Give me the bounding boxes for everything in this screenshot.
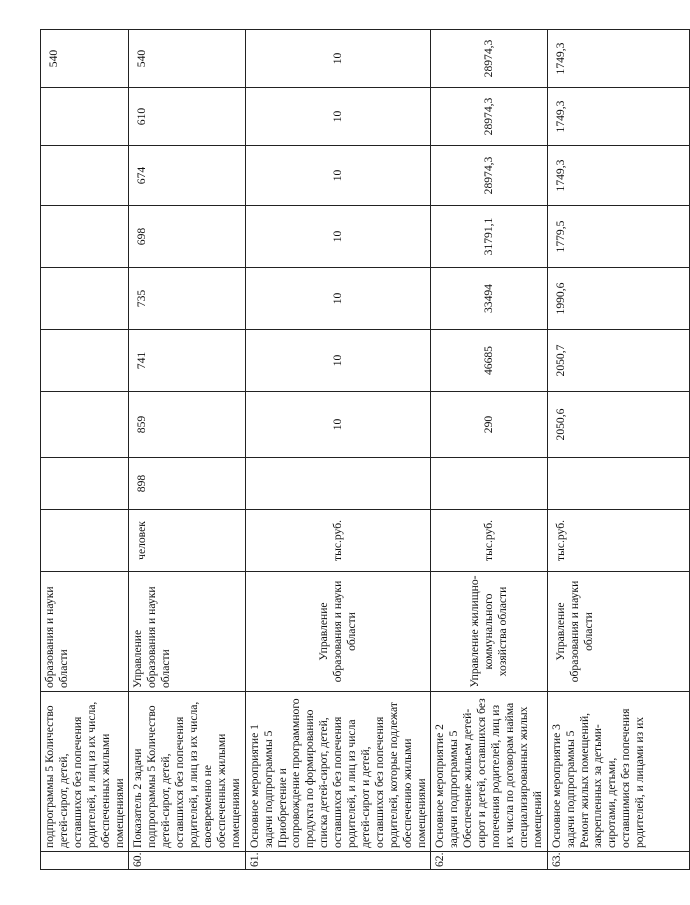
value-cell: 674 (129, 146, 245, 206)
table-row (245, 30, 431, 870)
unit-cell: тыс.руб. (547, 510, 689, 572)
executor-name: образования и науки области (41, 572, 129, 692)
value-cell: 1749,3 (547, 88, 689, 146)
unit-cell: тыс.руб. (245, 510, 431, 572)
value-cell: 741 (129, 330, 245, 392)
value-cell: 859 (129, 392, 245, 458)
value-cell: 10 (245, 268, 431, 330)
row-number (41, 852, 129, 870)
indicator-name: Основное мероприятие 3 задачи подпрограммы 5 Ремонт жилых помещений, закрепленных за детьми-сиротами, детьми, оставшимися без попечения родителей, и лицами из их (547, 692, 689, 852)
value-cell: 10 (245, 330, 431, 392)
value-cell: 1990,6 (547, 268, 689, 330)
data-table (40, 29, 690, 870)
unit-cell: тыс.руб. (431, 510, 547, 572)
value-cell: 735 (129, 268, 245, 330)
row-number: 62. (431, 852, 547, 870)
table-row (41, 30, 129, 870)
value-cell: 2050,7 (547, 330, 689, 392)
executor-name: Управление образования и науки области (547, 572, 689, 692)
value-cell: 28974,3 (431, 30, 547, 88)
value-cell: 28974,3 (431, 146, 547, 206)
value-cell (547, 458, 689, 510)
value-cell: 610 (129, 88, 245, 146)
indicator-name: Основное мероприятие 2 задачи подпрограммы 5 Обеспечение жильем детей-сирот и детей, оставшихся без попечения родителей, лиц из их числа по договорам найма специализированных жилых помещений (431, 692, 547, 852)
value-cell: 540 (41, 30, 129, 88)
value-cell (41, 88, 129, 146)
table-row (129, 30, 245, 870)
value-cell (41, 268, 129, 330)
row-number: 61. (245, 852, 431, 870)
value-cell: 540 (129, 30, 245, 88)
value-cell: 46685 (431, 330, 547, 392)
value-cell: 10 (245, 88, 431, 146)
value-cell (41, 392, 129, 458)
value-cell (431, 458, 547, 510)
rotated-page (40, 39, 647, 870)
indicator-name: Показатель 2 задачи подпрограммы 5 Количество детей-сирот, детей, оставшихся без попечения родителей, и лиц из их числа, своевременно не обеспеченных жилыми помещениями (129, 692, 245, 852)
row-number: 60. (129, 852, 245, 870)
value-cell: 1779,5 (547, 206, 689, 268)
executor-name: Управление образования и науки области (129, 572, 245, 692)
value-cell: 10 (245, 206, 431, 268)
unit-cell: человек (129, 510, 245, 572)
value-cell (41, 146, 129, 206)
value-cell: 698 (129, 206, 245, 268)
value-cell (245, 458, 431, 510)
value-cell: 10 (245, 392, 431, 458)
executor-name: Управление жилищно-коммунального хозяйства области (431, 572, 547, 692)
indicator-name: подпрограммы 5 Количество детей-сирот, детей, оставшихся без попечения родителей, и лиц из их числа, обеспеченных жилыми помещениями (41, 692, 129, 852)
value-cell: 10 (245, 146, 431, 206)
indicator-name: Основное мероприятие 1 задачи подпрограммы 5 Приобретение и сопровождение программного продукта по формированию списка детей-сирот, детей, оставшихся без попечения родителей, и лиц из числа детей-сирот и детей, оставшихся без попечения родителей, которые подлежат обеспечению жилыми помещениями (245, 692, 431, 852)
value-cell: 33494 (431, 268, 547, 330)
value-cell: 2050,6 (547, 392, 689, 458)
value-cell (41, 206, 129, 268)
value-cell: 898 (129, 458, 245, 510)
executor-name: Управление образования и науки области (245, 572, 431, 692)
value-cell: 1749,3 (547, 30, 689, 88)
value-cell: 290 (431, 392, 547, 458)
value-cell (41, 458, 129, 510)
table-row (547, 30, 689, 870)
row-number: 63. (547, 852, 689, 870)
unit-cell (41, 510, 129, 572)
value-cell (41, 330, 129, 392)
value-cell: 1749,3 (547, 146, 689, 206)
value-cell: 28974,3 (431, 88, 547, 146)
value-cell: 31791,1 (431, 206, 547, 268)
value-cell: 10 (245, 30, 431, 88)
table-row (431, 30, 547, 870)
